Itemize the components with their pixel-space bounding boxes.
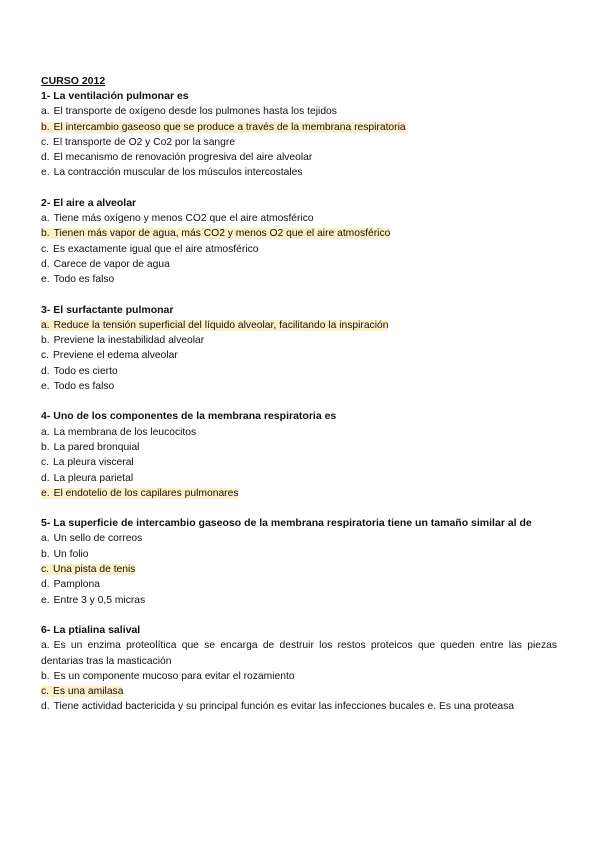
highlighted-answer — [41, 122, 406, 133]
option-letter: b. — [41, 121, 50, 133]
option-letter: d. — [41, 258, 50, 270]
highlighted-answer — [41, 686, 123, 697]
option-letter: a. — [41, 640, 50, 652]
option-letter: d. — [41, 365, 50, 377]
answer-option — [41, 562, 560, 577]
option-text: Tiene actividad bactericida y su principal función es evitar las infecciones bucales e. Es una proteasa — [53, 701, 514, 713]
answer-text-wrap — [41, 442, 139, 453]
answer-text-wrap — [41, 274, 114, 285]
option-text: El transporte de oxígeno desde los pulmones hasta los tejidos — [53, 106, 337, 118]
answer-text-wrap — [41, 427, 196, 438]
option-letter: d. — [41, 701, 50, 713]
option-text: Pamplona — [53, 579, 100, 591]
answer-option — [41, 669, 560, 684]
answer-option — [41, 272, 560, 287]
option-text: Carece de vapor de agua — [53, 258, 170, 270]
answer-text-wrap — [41, 335, 204, 346]
answer-option — [41, 593, 560, 608]
option-letter: e. — [41, 594, 50, 606]
option-letter: b. — [41, 335, 50, 347]
answer-text-wrap — [41, 381, 114, 392]
question-5 — [41, 516, 560, 608]
option-text: Es un componente mucoso para evitar el rozamiento — [53, 670, 295, 682]
option-letter: a. — [41, 213, 50, 225]
question-title: 4- Uno de los componentes de la membrana respiratoria es — [41, 410, 337, 423]
question-title: 6- La ptialina salival — [41, 623, 141, 636]
answer-option — [41, 684, 560, 699]
option-text: La pared bronquial — [53, 441, 140, 453]
answer-option — [41, 135, 560, 150]
question-list — [41, 89, 560, 715]
answer-option — [41, 379, 560, 394]
question-6 — [41, 623, 560, 715]
question-title: 1- La ventilación pulmonar es — [41, 90, 189, 102]
option-letter: c. — [41, 457, 50, 469]
option-text: La pleura visceral — [53, 457, 134, 469]
answer-option — [41, 425, 560, 440]
option-letter: a. — [41, 106, 50, 118]
option-letter: c. — [41, 350, 50, 362]
answer-text-wrap — [41, 244, 259, 255]
answer-option — [41, 471, 560, 486]
option-letter: a. — [41, 319, 50, 331]
answer-option — [41, 547, 560, 562]
option-text: El intercambio gaseoso que se produce a través de la membrana respiratoria — [53, 121, 406, 133]
option-text: Es exactamente igual que el aire atmosférico — [53, 243, 259, 255]
option-letter: d. — [41, 579, 50, 591]
option-letter: b. — [41, 228, 50, 240]
answer-option — [41, 150, 560, 165]
option-letter: a. — [41, 533, 50, 545]
answer-option — [41, 531, 560, 546]
highlighted-answer — [41, 228, 390, 239]
answer-option — [41, 486, 560, 501]
option-text: El transporte de O2 y Co2 por la sangre — [53, 136, 236, 148]
option-text: Un sello de correos — [53, 533, 143, 545]
answer-option — [41, 333, 560, 348]
option-text: El endotelio de los capilares pulmonares — [53, 487, 239, 499]
answer-option — [41, 211, 560, 226]
option-text: El mecanismo de renovación progresiva del aire alveolar — [53, 152, 313, 164]
option-text: Es un enzima proteolítica que se encarga de destruir los restos proteicos que queden entre las piezas dentarias tras la masticación — [41, 640, 557, 667]
answer-text-wrap — [41, 701, 514, 712]
option-text: Un folio — [53, 548, 89, 560]
option-letter: e. — [41, 167, 50, 179]
option-letter: e. — [41, 487, 50, 499]
option-text: La pleura parietal — [53, 472, 134, 484]
question-1 — [41, 89, 560, 181]
option-letter: b. — [41, 670, 50, 682]
answer-option — [41, 348, 560, 363]
option-text: Entre 3 y 0,5 micras — [53, 594, 146, 606]
question-title: 2- El aire a alveolar — [41, 196, 137, 209]
option-letter: e. — [41, 274, 50, 286]
question-title: 5- La superficie de intercambio gaseoso de la membrana respiratoria tiene un tamaño similar al de — [41, 517, 532, 530]
highlighted-answer — [41, 320, 388, 331]
answer-text-wrap — [41, 213, 314, 224]
question-title: 3- El surfactante pulmonar — [41, 303, 174, 316]
document-title: CURSO 2012 — [41, 75, 106, 87]
option-text: La membrana de los leucocitos — [53, 426, 197, 438]
answer-text-wrap — [41, 106, 337, 117]
answer-option — [41, 440, 560, 455]
option-letter: b. — [41, 548, 50, 560]
answer-text-wrap — [41, 671, 295, 682]
answer-option — [41, 226, 560, 241]
option-text: Previene el edema alveolar — [53, 350, 178, 362]
option-letter: d. — [41, 152, 50, 164]
answer-text-wrap — [41, 167, 303, 178]
answer-option — [41, 318, 560, 333]
question-4 — [41, 409, 560, 501]
answer-text-wrap — [41, 457, 134, 468]
highlighted-answer — [41, 564, 135, 575]
answer-option — [41, 242, 560, 257]
answer-text-wrap — [41, 595, 145, 606]
answer-text-wrap — [41, 259, 170, 270]
option-letter: c. — [41, 136, 50, 148]
answer-text-wrap — [41, 137, 235, 148]
answer-text-wrap — [41, 152, 312, 163]
option-text: Todo es falso — [53, 274, 115, 286]
option-text: Es una amilasa — [53, 686, 124, 698]
option-text: Previene la inestabilidad alveolar — [53, 335, 205, 347]
highlighted-answer — [41, 488, 238, 499]
question-2 — [41, 196, 560, 288]
answer-text-wrap — [41, 549, 89, 560]
answer-option — [41, 104, 560, 119]
option-text: Todo es cierto — [53, 365, 118, 377]
option-letter: d. — [41, 472, 50, 484]
option-text: Tiene más oxígeno y menos CO2 que el aire atmosférico — [53, 213, 314, 225]
answer-option — [41, 165, 560, 180]
answer-text-wrap — [41, 473, 133, 484]
option-text: Tienen más vapor de agua, más CO2 y menos O2 que el aire atmosférico — [53, 228, 391, 240]
question-3 — [41, 303, 560, 395]
answer-text-wrap — [41, 640, 557, 666]
option-letter: c. — [41, 243, 50, 255]
option-letter: b. — [41, 441, 50, 453]
answer-text-wrap — [41, 366, 118, 377]
answer-option — [41, 577, 560, 592]
answer-option — [41, 638, 557, 669]
answer-text-wrap — [41, 533, 142, 544]
option-letter: c. — [41, 686, 50, 698]
option-letter: a. — [41, 426, 50, 438]
option-text: La contracción muscular de los músculos intercostales — [53, 167, 303, 179]
answer-text-wrap — [41, 350, 178, 361]
option-letter: c. — [41, 564, 50, 576]
option-letter: e. — [41, 381, 50, 393]
answer-option — [41, 699, 560, 714]
option-text: Una pista de tenis — [53, 564, 136, 576]
answer-text-wrap — [41, 579, 100, 590]
answer-option — [41, 257, 560, 272]
option-text: Reduce la tensión superficial del líquido alveolar, facilitando la inspiración — [53, 319, 389, 331]
option-text: Todo es falso — [53, 381, 115, 393]
answer-option — [41, 364, 560, 379]
answer-option — [41, 455, 560, 470]
answer-option — [41, 120, 560, 135]
